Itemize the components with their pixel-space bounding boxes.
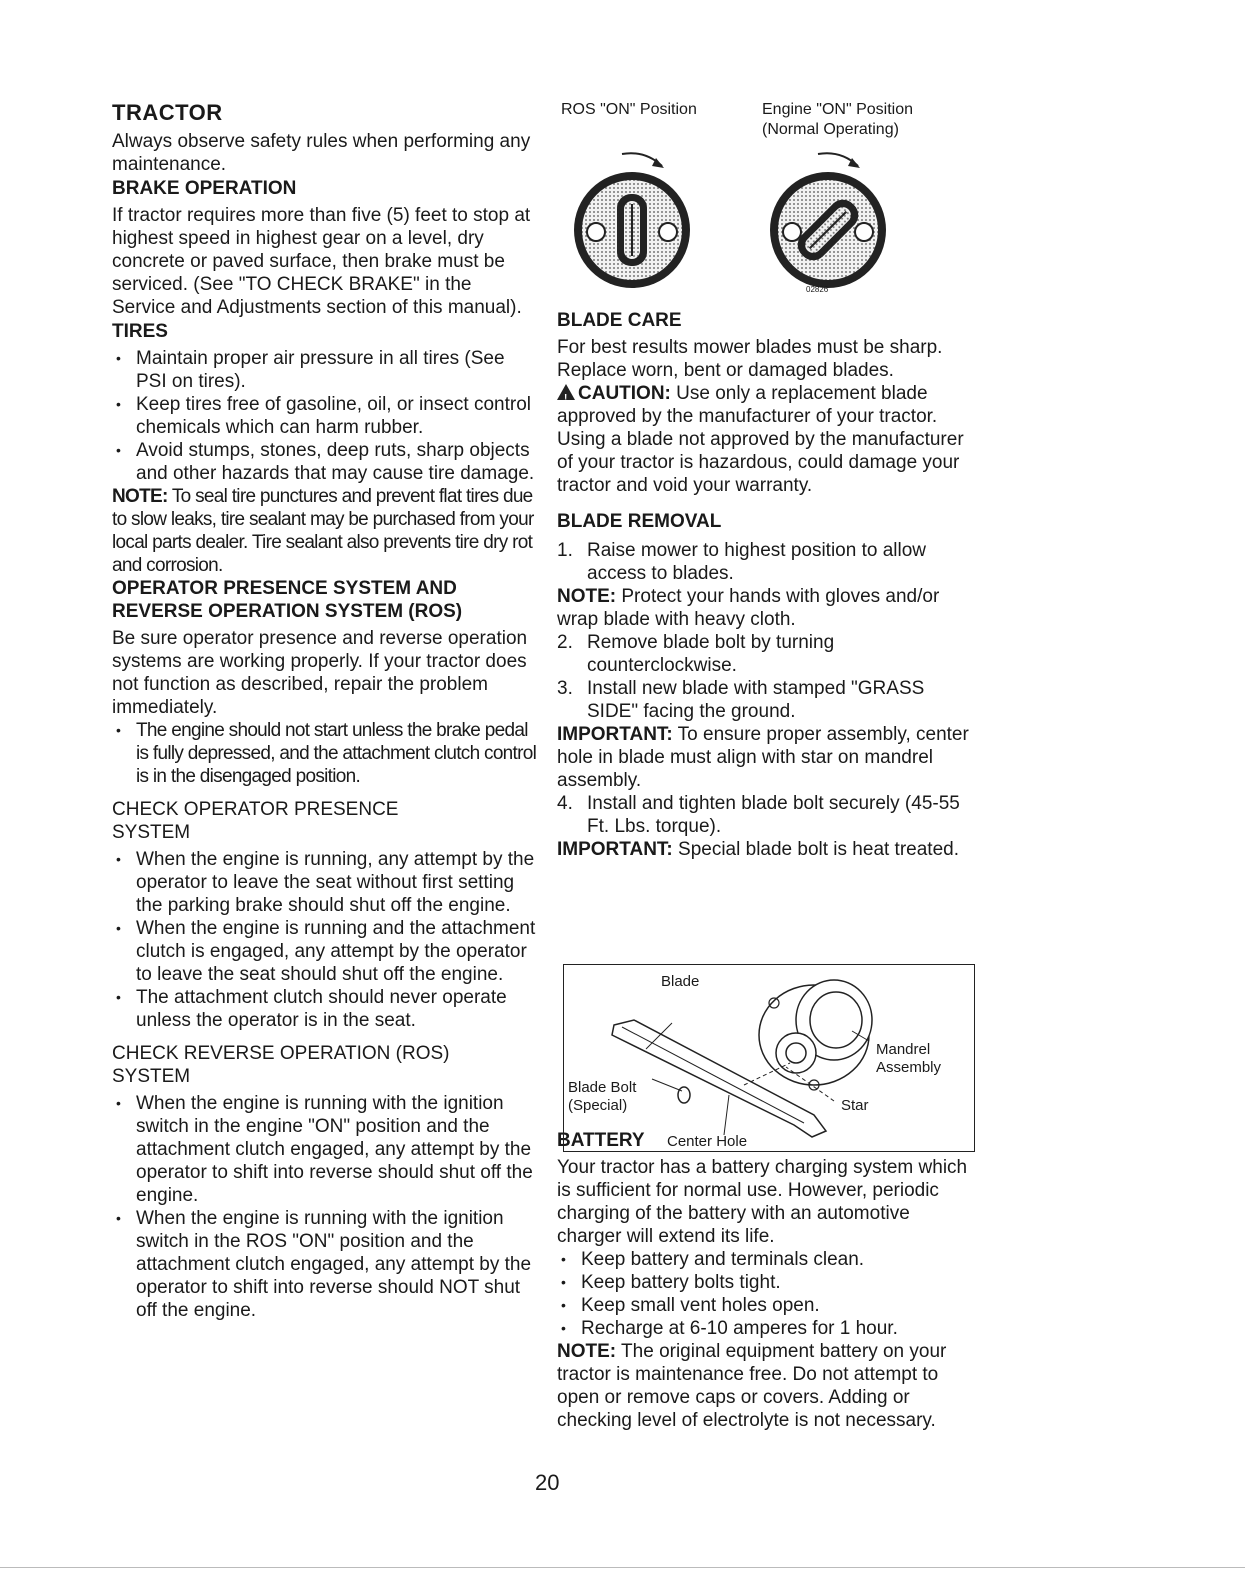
blade-figure — [563, 964, 975, 1152]
list-item: • The engine should not start unless the brake pedal is fully depressed, and the attachment clutch control is in the disengaged position. — [112, 719, 537, 788]
tractor-title: TRACTOR — [112, 100, 223, 125]
star-label: Star — [841, 1097, 869, 1114]
blade-removal-important-2 — [557, 838, 977, 861]
important-label: IMPORTANT: — [557, 839, 673, 860]
brake-title: BRAKE OPERATION — [112, 178, 297, 199]
blade-label: Blade — [661, 973, 700, 990]
mandrel-sublabel: Assembly — [876, 1059, 942, 1076]
blade-removal-steps-2 — [557, 631, 977, 723]
note-text: Protect your hands with gloves and/or wrap blade with heavy cloth. — [557, 586, 940, 630]
note-text: The original equipment battery on your tractor is maintenance free. Do not attempt to open or remove caps or covers. Adding or checking level of electrolyte is not necessary. — [557, 1341, 947, 1431]
step-text: Install and tighten blade bolt securely (45-55 Ft. Lbs. torque). — [587, 793, 960, 837]
blade-care-caution — [557, 382, 977, 497]
blade-bolt-label: Blade Bolt — [568, 1079, 637, 1096]
list-item: • Keep battery and terminals clean. — [557, 1248, 977, 1271]
list-item: • Avoid stumps, stones, deep ruts, sharp objects and other hazards that may cause tire damage. — [112, 439, 537, 485]
important-text: To ensure proper assembly, center hole in blade must align with star on mandrel assembly. — [557, 724, 969, 791]
battery-title: BATTERY — [557, 1130, 645, 1151]
blade-bolt-sublabel: (Special) — [568, 1097, 628, 1114]
brake-text: If tractor requires more than five (5) feet to stop at highest speed in highest gear on a level, dry concrete or paved surface, then brake must be serviced. (See "TO CHECK BRAKE" in the Service and Adjustments section of this manual). — [112, 205, 531, 318]
list-item: • The attachment clutch should never operate unless the operator is in the seat. — [112, 986, 537, 1032]
check-operator-title: CHECK OPERATOR PRESENCE SYSTEM — [112, 799, 399, 843]
list-item: • When the engine is running with the ignition switch in the ROS "ON" position and the attachment clutch engaged, any attempt by the operator to shift into reverse should NOT shut off the engine. — [112, 1207, 537, 1322]
ops-list — [112, 719, 537, 788]
ops-text: Be sure operator presence and reverse operation systems are working properly. If your tractor does not function as described, repair the problem immediately. — [112, 628, 528, 718]
ros-knob-icon — [560, 142, 710, 292]
battery-list — [557, 1248, 977, 1340]
blade-removal-note — [557, 585, 977, 631]
important-text: Special blade bolt is heat treated. — [672, 839, 959, 860]
blade-assembly-icon — [564, 965, 974, 1151]
battery-text: Your tractor has a battery charging system which is sufficient for normal use. However, periodic charging of the battery with an automotive charger will extend its life. — [557, 1157, 968, 1247]
list-item: • Keep tires free of gasoline, oil, or insect control chemicals which can harm rubber. — [112, 393, 537, 439]
note-label: NOTE: — [557, 586, 617, 607]
battery-note — [557, 1340, 977, 1432]
center-hole-label: Center Hole — [667, 1133, 748, 1150]
check-ros-title: CHECK REVERSE OPERATION (ROS) SYSTEM — [112, 1043, 450, 1087]
note-text: To seal tire punctures and prevent flat tires due to slow leaks, tire sealant may be purchased from your local parts dealer. Tire sealant also prevents tire dry rot and corrosion. — [112, 486, 534, 576]
step-text: Remove blade bolt by turning counterclockwise. — [587, 632, 835, 676]
check-ros-list — [112, 1092, 537, 1322]
ros-position-label: ROS "ON" Position — [561, 101, 697, 118]
note-label: NOTE: — [112, 486, 168, 507]
list-item: 3. Install new blade with stamped "GRASS SIDE" facing the ground. — [557, 678, 925, 722]
blade-removal-steps-3 — [557, 792, 977, 838]
page-number: 20 — [535, 1470, 560, 1495]
tires-title: TIRES — [112, 321, 168, 342]
figure-code: 02826 — [806, 285, 829, 294]
list-item: • Maintain proper air pressure in all tires (See PSI on tires). — [112, 347, 537, 393]
list-item: 4. Install and tighten blade bolt securely (45-55 Ft. Lbs. torque). — [557, 793, 960, 837]
list-item: • When the engine is running and the attachment clutch is engaged, any attempt by the operator to leave the seat should shut off the engine. — [112, 917, 537, 986]
list-item: • When the engine is running with the ignition switch in the engine "ON" position and the attachment clutch engaged, any attempt by the operator to shift into reverse should shut off the engine. — [112, 1092, 537, 1207]
list-item: • When the engine is running, any attempt by the operator to leave the seat without first setting the parking brake should shut off the engine. — [112, 848, 537, 917]
tires-note — [112, 485, 537, 577]
caution-text: Use only a replacement blade approved by the manufacturer of your tractor. Using a blade not approved by the manufacturer of your tractor is hazardous, could damage your tractor and void your warranty. — [557, 383, 964, 496]
ops-title: OPERATOR PRESENCE SYSTEM AND REVERSE OPERATION SYSTEM (ROS) — [112, 578, 463, 622]
tractor-intro: Always observe safety rules when performing any maintenance. — [112, 131, 531, 175]
note-label: NOTE: — [557, 1341, 617, 1362]
engine-position-sublabel: (Normal Operating) — [762, 121, 899, 138]
engine-knob-icon — [756, 142, 906, 292]
list-item: 1. Raise mower to highest position to allow access to blades. — [557, 540, 927, 584]
list-item: • Keep battery bolts tight. — [557, 1271, 977, 1294]
check-operator-list — [112, 848, 537, 1032]
list-item: • Keep small vent holes open. — [557, 1294, 977, 1317]
blade-removal-important-1 — [557, 723, 977, 792]
list-item: 2. Remove blade bolt by turning counterclockwise. — [557, 632, 835, 676]
engine-position-label: Engine "ON" Position — [762, 101, 913, 118]
blade-care-title: BLADE CARE — [557, 310, 682, 331]
warning-icon — [557, 384, 575, 400]
mandrel-label: Mandrel — [876, 1041, 931, 1058]
page-edge-line — [0, 1567, 1245, 1568]
step-text: Install new blade with stamped "GRASS SIDE" facing the ground. — [587, 678, 925, 722]
blade-removal-steps — [557, 539, 977, 585]
blade-removal-title: BLADE REMOVAL — [557, 511, 722, 532]
tires-list — [112, 347, 537, 485]
blade-care-text: For best results mower blades must be sharp. Replace worn, bent or damaged blades. — [557, 337, 943, 381]
list-item: • Recharge at 6-10 amperes for 1 hour. — [557, 1317, 977, 1340]
caution-label: CAUTION: — [578, 383, 671, 404]
important-label: IMPORTANT: — [557, 724, 673, 745]
step-text: Raise mower to highest position to allow access to blades. — [587, 540, 927, 584]
